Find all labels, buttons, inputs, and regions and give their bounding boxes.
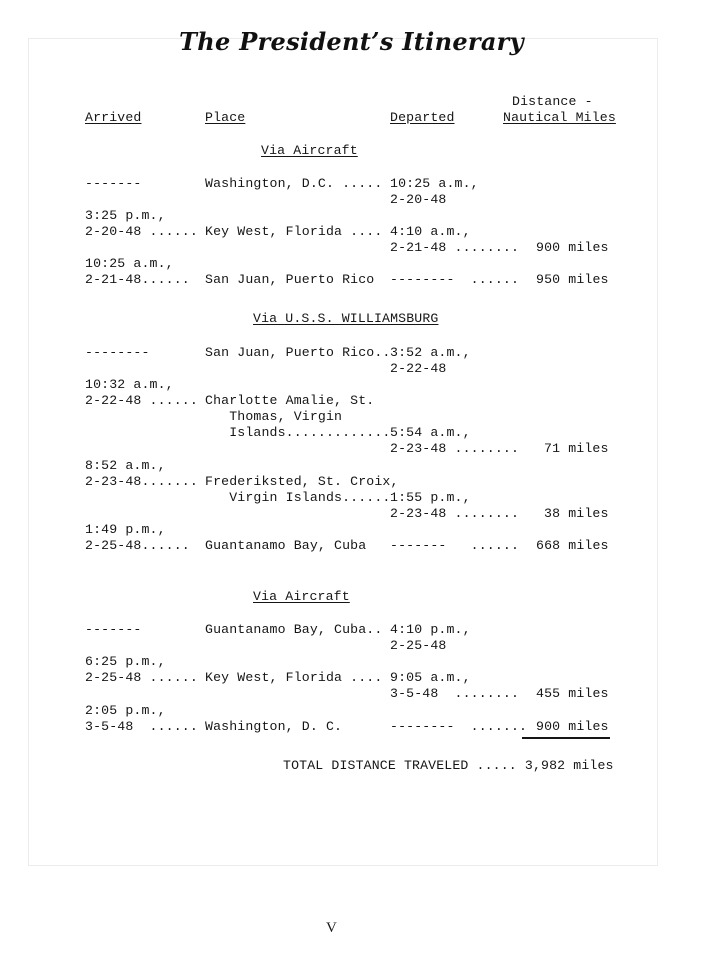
row7-departed: ------- ...... [390, 538, 520, 553]
section-heading-aircraft-2: Via Aircraft [253, 589, 350, 604]
header-distance-line2: Nautical Miles [503, 110, 616, 125]
row2-arrived-date: 2-20-48 ...... [85, 224, 198, 239]
row5-place-line2: Thomas, Virgin [205, 409, 343, 424]
row9-departed-date: 3-5-48 ........ [390, 686, 520, 701]
row5-departed-date: 2-23-48 ........ [390, 441, 520, 456]
row5-arrived-time: 10:32 a.m., [85, 377, 174, 392]
total-distance-line: TOTAL DISTANCE TRAVELED ..... 3,982 miles [283, 758, 614, 773]
row5-departed-time: 5:54 a.m., [390, 425, 471, 440]
row2-departed-time: 4:10 a.m., [390, 224, 471, 239]
total-sum-rule [522, 737, 610, 739]
row10-distance: 900 miles [536, 719, 609, 734]
row5-place-line1: Charlotte Amalie, St. [205, 393, 375, 408]
row5-place-line3: Islands............. [205, 425, 391, 440]
row10-arrived-date: 3-5-48 ...... [85, 719, 198, 734]
row3-place: San Juan, Puerto Rico [205, 272, 375, 287]
row4-arrived: -------- [85, 345, 150, 360]
row8-departed-time: 4:10 p.m., [390, 622, 471, 637]
row5-arrived-date: 2-22-48 ...... [85, 393, 198, 408]
row6-arrived-time: 8:52 a.m., [85, 458, 166, 473]
row7-distance: 668 miles [536, 538, 609, 553]
row4-departed-date: 2-22-48 [390, 361, 447, 376]
page-number: V [326, 920, 337, 936]
row5-distance: 71 miles [544, 441, 609, 456]
row6-place-line1: Frederiksted, St. Croix, [205, 474, 399, 489]
row4-place: San Juan, Puerto Rico.. [205, 345, 391, 360]
row8-departed-date: 2-25-48 [390, 638, 447, 653]
row10-place: Washington, D. C. [205, 719, 343, 734]
row9-arrived-date: 2-25-48 ...... [85, 670, 198, 685]
header-arrived: Arrived [85, 110, 142, 125]
row7-place: Guantanamo Bay, Cuba [205, 538, 367, 553]
row6-departed-date: 2-23-48 ........ [390, 506, 520, 521]
row2-distance: 900 miles [536, 240, 609, 255]
row8-place: Guantanamo Bay, Cuba.. [205, 622, 383, 637]
row7-arrived-time: 1:49 p.m., [85, 522, 166, 537]
row2-departed-date: 2-21-48 ........ [390, 240, 520, 255]
row3-arrived-time: 10:25 a.m., [85, 256, 174, 271]
row10-departed: -------- ....... [390, 719, 528, 734]
row1-departed-date: 2-20-48 [390, 192, 447, 207]
row4-departed-time: 3:52 a.m., [390, 345, 471, 360]
row3-distance: 950 miles [536, 272, 609, 287]
row6-place-line2: Virgin Islands...... [205, 490, 391, 505]
row9-distance: 455 miles [536, 686, 609, 701]
row9-place: Key West, Florida .... [205, 670, 383, 685]
header-place: Place [205, 110, 246, 125]
row7-arrived-date: 2-25-48...... [85, 538, 190, 553]
row8-arrived: ------- [85, 622, 142, 637]
page-title: The President’s Itinerary [179, 27, 524, 56]
section-heading-aircraft-1: Via Aircraft [261, 143, 358, 158]
header-distance-line1: Distance - [512, 94, 593, 109]
row3-arrived-date: 2-21-48...... [85, 272, 190, 287]
row9-arrived-time: 6:25 p.m., [85, 654, 166, 669]
row6-departed-time: 1:55 p.m., [390, 490, 471, 505]
row10-arrived-time: 2:05 p.m., [85, 703, 166, 718]
row9-departed-time: 9:05 a.m., [390, 670, 471, 685]
row1-place: Washington, D.C. ..... [205, 176, 383, 191]
row2-arrived-time: 3:25 p.m., [85, 208, 166, 223]
row3-departed: -------- ...... [390, 272, 520, 287]
row6-arrived-date: 2-23-48....... [85, 474, 198, 489]
row2-place: Key West, Florida .... [205, 224, 383, 239]
header-departed: Departed [390, 110, 455, 125]
row1-arrived: ------- [85, 176, 142, 191]
row6-distance: 38 miles [544, 506, 609, 521]
section-heading-williamsburg: Via U.S.S. WILLIAMSBURG [253, 311, 439, 326]
row1-departed-time: 10:25 a.m., [390, 176, 479, 191]
